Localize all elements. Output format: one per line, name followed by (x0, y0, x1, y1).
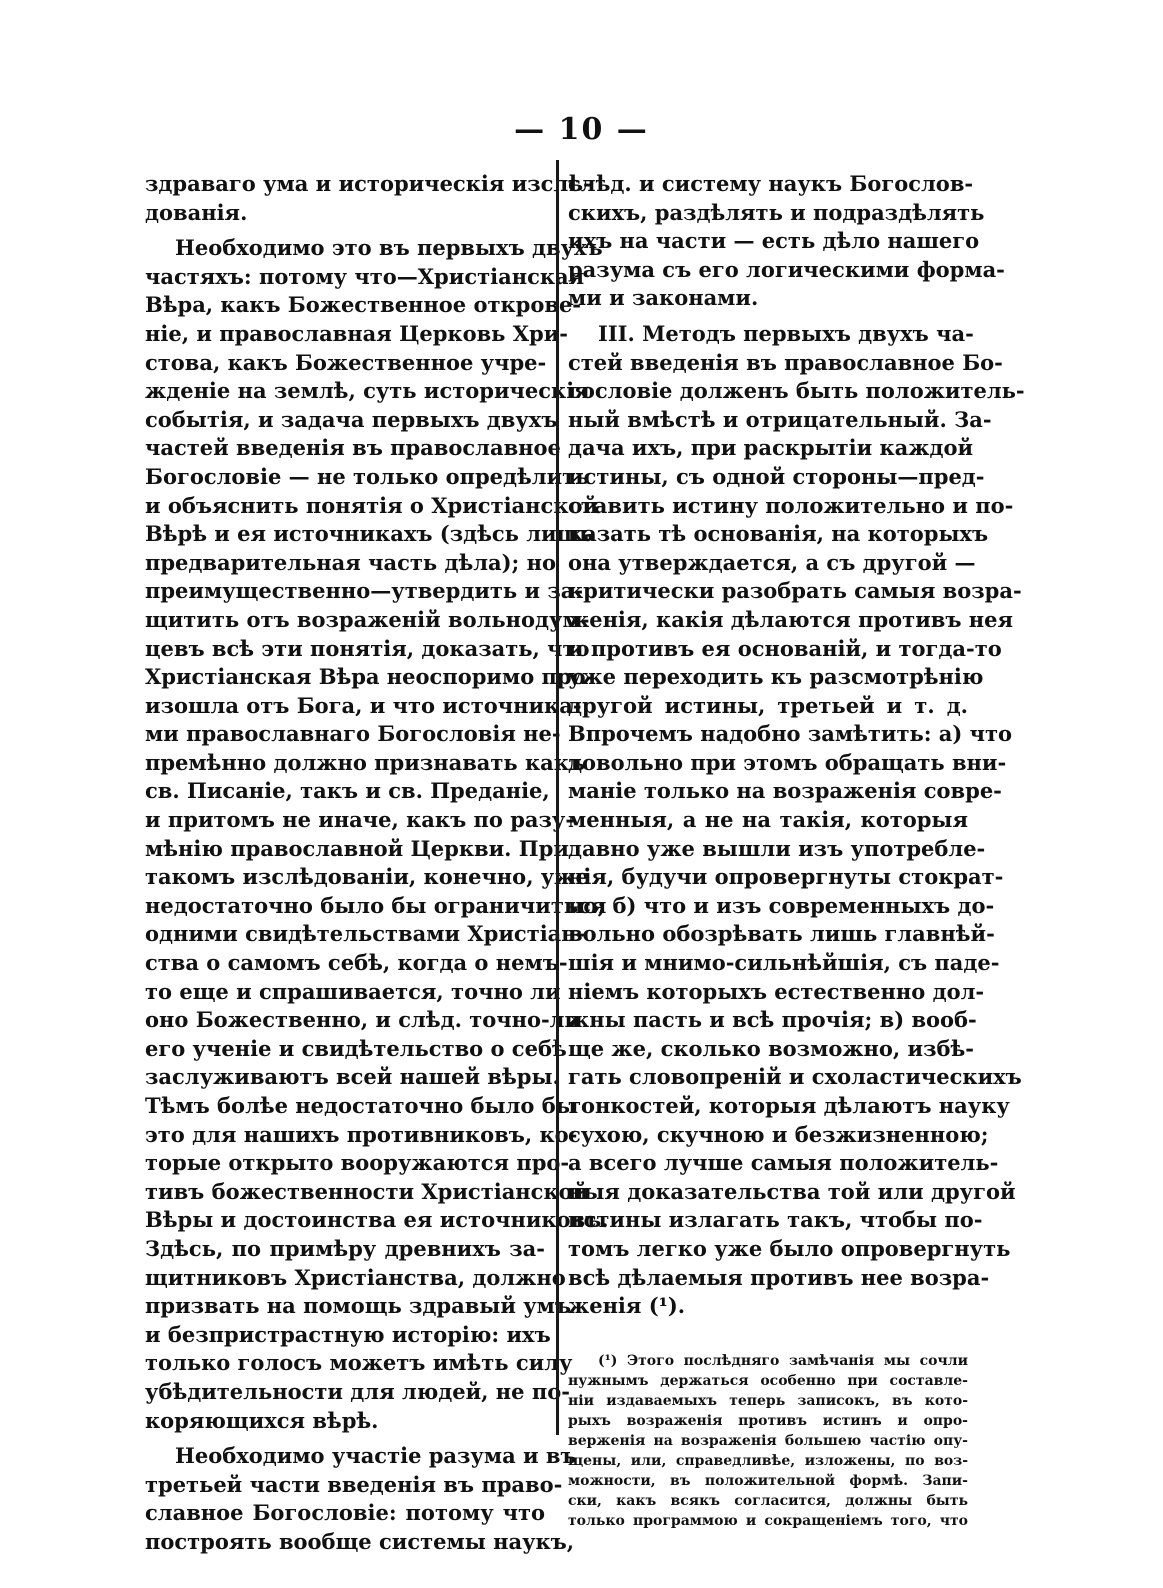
text-line: истины, съ одной стороны—пред- (568, 463, 985, 489)
text-line: св. Писаніе, такъ и св. Преданіе, (145, 778, 550, 804)
text-line: другой истины, третьей и т. д. (568, 692, 968, 718)
text-line: и притомъ не иначе, какъ по разу- (145, 807, 575, 833)
text-line: предварительная часть дѣла); но (145, 549, 556, 575)
text-line: женія (¹). (568, 1293, 686, 1319)
text-line: III. Методъ первыхъ двухъ ча- (598, 320, 974, 346)
footnote (568, 1351, 968, 1531)
text-line: а всего лучше самыя положитель- (568, 1150, 999, 1176)
text-line: всѣ дѣлаемыя противъ нее возра- (568, 1264, 990, 1290)
text-line: Необходимо это въ первыхъ двухъ (175, 235, 603, 261)
footnote-line: рыхъ возраженія противъ истинъ и опро- (568, 1413, 968, 1429)
text-line: одними свидѣтельствами Христіан- (145, 921, 586, 947)
text-line: ніе, и православная Церковь Хри- (145, 320, 569, 346)
text-line: тонкостей, которыя дѣлаютъ науку (568, 1093, 1010, 1118)
text-line: жденіе на землѣ, суть историческія (145, 378, 590, 404)
text-line: истины излагать такъ, чтобы по- (568, 1207, 983, 1233)
footnote-line: верженія на возраженія большею частію опу- (568, 1433, 968, 1449)
text-line: но; б) что и изъ современныхъ до- (568, 892, 995, 918)
text-line: жны пасть и всѣ прочія; в) вооб- (568, 1007, 977, 1033)
text-line: заслуживаютъ всей нашей вѣры. (145, 1064, 560, 1090)
text-line: давно уже вышли изъ употребле- (568, 835, 986, 861)
paragraph (568, 170, 1005, 313)
text-line: слѣд. и систему наукъ Богослов- (568, 171, 974, 196)
footnote-line: ніи издаваемыхъ теперь записокъ, въ кото- (568, 1393, 968, 1409)
text-line: и объяснить понятія о Христіанской (145, 492, 599, 518)
text-line: щитить отъ возраженій вольнодум- (145, 606, 590, 632)
column-divider (556, 160, 559, 1435)
text-line: щитниковъ Христіанства, должно (145, 1264, 566, 1290)
paragraph (145, 170, 592, 227)
text-line: казать тѣ основанія, на которыхъ (568, 521, 989, 547)
text-line: коряющихся вѣрѣ. (145, 1407, 379, 1433)
text-line: гословіе долженъ быть положитель- (568, 378, 1025, 404)
footnote-line: ски, какъ всякъ согласится, должны быть (568, 1493, 968, 1509)
text-line: частей введенія въ православное (145, 435, 561, 461)
text-line: маніе только на возраженія совре- (568, 778, 1002, 804)
text-line: менныя, а не на такія, которыя (568, 807, 968, 833)
text-line: убѣдительности для людей, не по- (145, 1378, 570, 1404)
footnote-line: щены, или, справедливѣе, изложены, по воз- (568, 1453, 968, 1469)
text-line: ми православнаго Богословія не- (145, 721, 561, 747)
text-line: торые открыто вооружаются про- (145, 1150, 570, 1176)
text-line: ный вмѣстѣ и отрицательный. За- (568, 406, 992, 432)
paragraph (145, 234, 609, 1435)
text-line: его ученіе и свидѣтельство о себѣ (145, 1035, 567, 1061)
text-line: оно Божественно, и слѣд. точно-ли (145, 1007, 581, 1033)
text-line: критически разобрать самыя возра- (568, 578, 1022, 604)
right-column (568, 170, 1025, 1321)
text-line: Богословіе — не только опредѣлить (145, 463, 590, 489)
text-line: ставить истину положительно и по- (568, 492, 1014, 518)
text-line: стова, какъ Божественное учре- (145, 349, 547, 375)
text-line: дованія. (145, 199, 248, 225)
paragraph (568, 320, 1025, 1321)
text-line: сухою, скучною и безжизненною; (568, 1121, 989, 1147)
text-line: Тѣмъ болѣе недостаточно было бы (145, 1093, 577, 1118)
text-line: Впрочемъ надобно замѣтить: а) что (568, 721, 1013, 747)
text-line: вольно обозрѣвать лишь главнѣй- (568, 921, 995, 947)
text-line: ще же, сколько возможно, избѣ- (568, 1035, 975, 1061)
text-line: стей введенія въ православное Бо- (568, 349, 1003, 375)
text-line: построять вообще системы наукъ, (145, 1528, 575, 1554)
text-line: шія и мнимо-сильнѣйшія, съ паде- (568, 950, 1000, 976)
text-line: ныя доказательства той или другой (568, 1178, 1016, 1204)
text-line: ства о самомъ себѣ, когда о немъ- (145, 950, 568, 976)
text-line: томъ легко уже было опровергнуть (568, 1235, 1011, 1261)
footnote-line: (¹) Этого послѣдняго замѣчанія мы сочли (598, 1353, 968, 1369)
text-line: призвать на помощь здравый умъ (145, 1293, 572, 1319)
text-line: разума съ его логическими форма- (568, 256, 1005, 282)
text-line: Здѣсь, по примѣру древнихъ за- (145, 1235, 545, 1261)
text-line: довольно при этомъ обращать вни- (568, 749, 1007, 775)
text-line: ніемъ которыхъ естественно дол- (568, 978, 985, 1004)
text-line: это для нашихъ противниковъ, ко- (145, 1121, 578, 1147)
text-line: скихъ, раздѣлять и подраздѣлять (568, 199, 985, 225)
text-line: Вѣры и достоинства ея источниковъ. (145, 1207, 609, 1233)
text-line: женія, какія дѣлаются противъ нея (568, 606, 1014, 632)
footnote-line: нужнымъ держаться особенно при составле- (568, 1373, 968, 1389)
text-line: цевъ всѣ эти понятія, доказать, что (145, 635, 590, 661)
text-line: ми и законами. (568, 285, 759, 311)
text-line: то еще и спрашивается, точно ли (145, 978, 561, 1004)
text-line: нія, будучи опровергнуты стократ- (568, 864, 1004, 890)
text-line: событія, и задача первыхъ двухъ (145, 406, 558, 432)
footnote-line: можности, въ положительной формѣ. Запи- (568, 1473, 968, 1489)
text-line: дача ихъ, при раскрытіи каждой (568, 435, 974, 461)
text-line: частяхъ: потому что—Христіанская (145, 263, 585, 289)
paragraph (145, 1442, 577, 1556)
text-line: Вѣрѣ и ея источникахъ (здѣсь лишь (145, 521, 594, 547)
text-line: мѣнію православной Церкви. При (145, 835, 569, 861)
text-line: и безпристрастную исторію: ихъ (145, 1321, 551, 1347)
footnote-line: только программою и сокращеніемъ того, что (568, 1513, 968, 1529)
text-line: премѣнно должно признавать какъ (145, 749, 586, 775)
text-line: уже переходить къ разсмотрѣнію (568, 664, 984, 690)
text-line: такомъ изслѣдованіи, конечно, уже (145, 864, 589, 890)
text-line: Христіанская Вѣра неоспоримо про- (145, 664, 595, 690)
page-number: — 10 — (514, 112, 649, 147)
left-column (145, 170, 609, 1557)
text-line: и противъ ея основаній, и тогда-то (568, 635, 1002, 661)
text-line: славное Богословіе: потому что (145, 1500, 545, 1526)
text-line: она утверждается, а съ другой — (568, 549, 976, 575)
text-line: недостаточно было бы ограничиться (145, 892, 607, 918)
text-line: здраваго ума и историческія изслѣ- (145, 171, 592, 196)
text-line: преимущественно—утвердить и за- (145, 578, 584, 604)
text-line: гать словопреній и схоластическихъ (568, 1064, 1022, 1090)
text-line: только голосъ можетъ имѣть силу (145, 1350, 573, 1376)
text-line: третьей части введенія въ право- (145, 1471, 563, 1497)
text-line: тивъ божественности Христіанской (145, 1178, 589, 1204)
text-line: Вѣра, какъ Божественное открове- (145, 292, 582, 318)
text-line: Необходимо участіе разума и въ (175, 1443, 577, 1469)
text-line: ихъ на части — есть дѣло нашего (568, 228, 980, 254)
text-line: изошла отъ Бога, и что источника- (145, 692, 582, 718)
